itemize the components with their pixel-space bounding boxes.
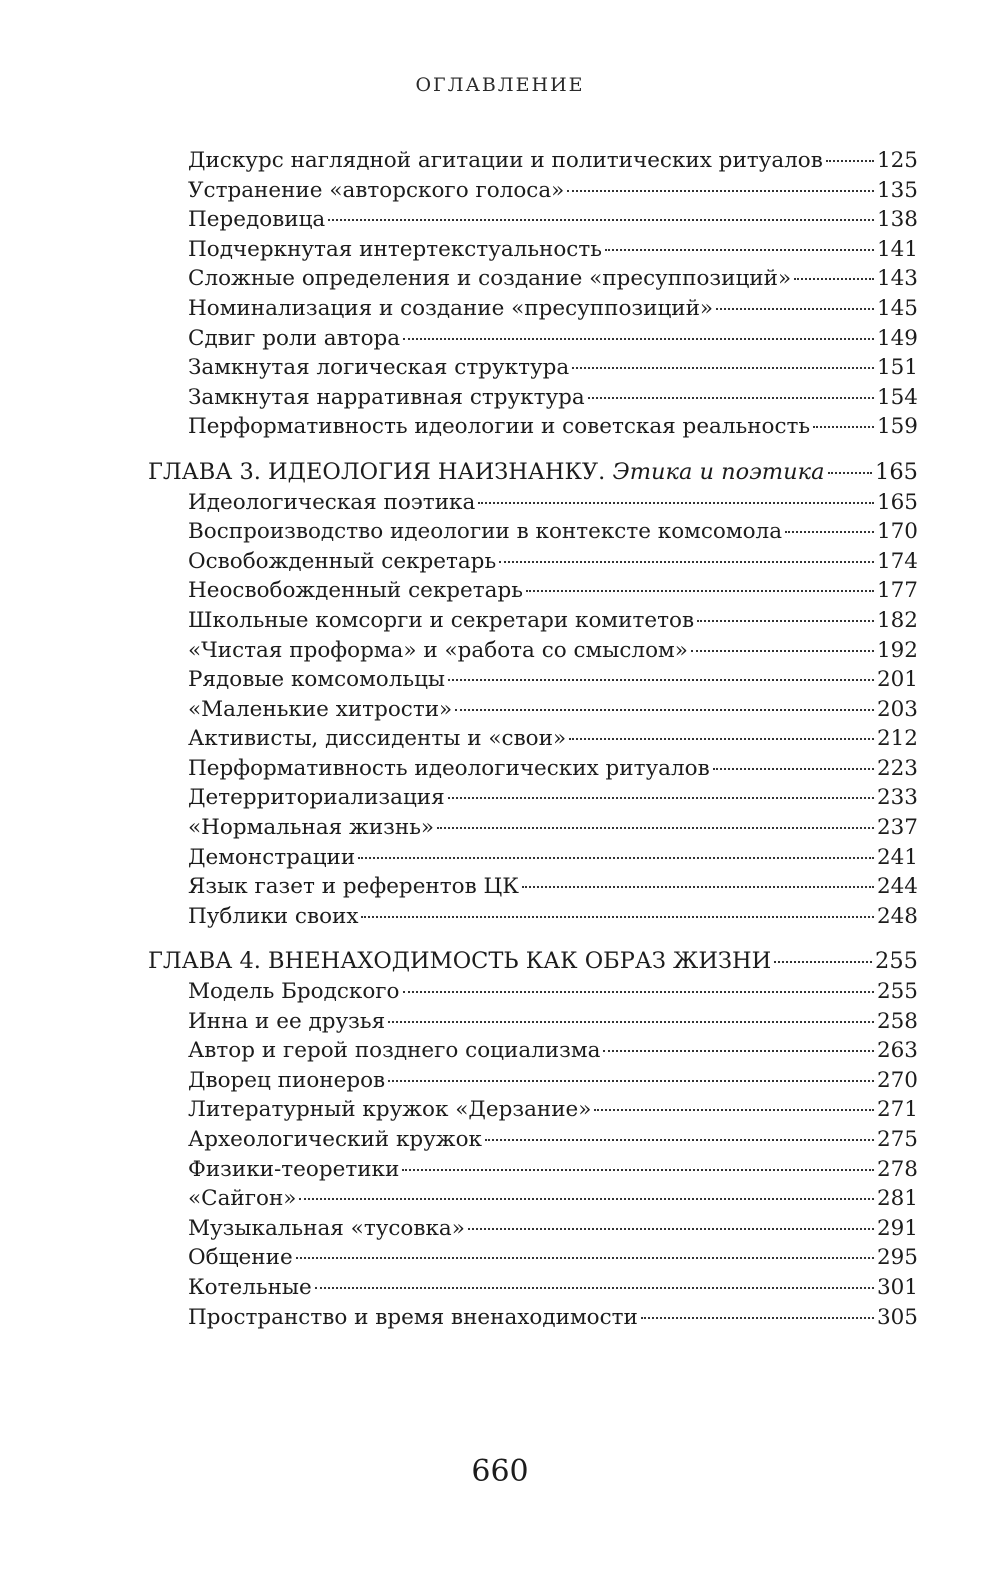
leader-dots [448, 679, 874, 681]
toc-entry-page: 177 [876, 578, 918, 604]
toc-entry [148, 294, 918, 324]
toc-entry-title: Публики своих [188, 903, 359, 929]
toc-entry-title: «Сайгон» [188, 1186, 297, 1212]
toc-entry [148, 576, 918, 606]
leader-dots [641, 1317, 874, 1319]
toc-entry [148, 517, 918, 547]
toc-entry-page: 281 [876, 1186, 918, 1212]
toc-entry [148, 1243, 918, 1273]
leader-dots [522, 886, 874, 888]
toc-entry-page: 145 [876, 295, 918, 321]
toc-entry-title: Активисты, диссиденты и «свои» [188, 726, 567, 752]
toc-entry-title: Котельные [188, 1274, 312, 1300]
toc-entry-title: Перформативность идеологических ритуалов [188, 755, 710, 781]
toc-entry-page: 237 [876, 815, 918, 841]
toc-entry [148, 353, 918, 383]
leader-dots [328, 219, 874, 221]
toc-entry [148, 176, 918, 206]
toc-entry-page: 138 [876, 207, 918, 233]
leader-dots [813, 426, 874, 428]
toc-entry [148, 1184, 918, 1214]
toc-entry-title: Модель Бродского [188, 979, 400, 1005]
toc-entry [148, 606, 918, 636]
toc-entry-title: Освобожденный секретарь [188, 548, 497, 574]
toc-entry [148, 1036, 918, 1066]
toc-entry-title: «Маленькие хитрости» [188, 696, 453, 722]
toc-entry-title: Музыкальная «тусовка» [188, 1215, 465, 1241]
toc-entry [148, 695, 918, 725]
leader-dots [588, 397, 874, 399]
chapter-page: 255 [875, 948, 918, 975]
toc-entry-page: 212 [876, 726, 918, 752]
toc-entry-page: 182 [876, 607, 918, 633]
toc-entry [148, 636, 918, 666]
toc-entry [148, 383, 918, 413]
toc-entry [148, 1303, 918, 1333]
leader-dots [794, 278, 874, 280]
leader-dots [388, 1080, 874, 1082]
toc-entry-page: 271 [876, 1097, 918, 1123]
toc-entry-page: 241 [876, 844, 918, 870]
leader-dots [605, 249, 874, 251]
toc-entry-title: «Чистая проформа» и «работа со смыслом» [188, 637, 688, 663]
leader-dots [572, 367, 874, 369]
toc-entry-page: 244 [876, 874, 918, 900]
leader-dots [567, 190, 874, 192]
table-of-contents [148, 146, 918, 1332]
toc-entry [148, 1273, 918, 1303]
toc-entry-page: 270 [876, 1067, 918, 1093]
toc-entry-title: Демонстрации [188, 844, 356, 870]
toc-entry-title: Передовица [188, 207, 326, 233]
toc-entry-page: 203 [876, 696, 918, 722]
leader-dots [569, 738, 874, 740]
leader-dots [713, 768, 874, 770]
toc-entry-page: 291 [876, 1215, 918, 1241]
leader-dots [603, 1050, 874, 1052]
leader-dots [485, 1139, 874, 1141]
toc-entry [148, 783, 918, 813]
toc-entry-title: Подчеркнутая интертекстуальность [188, 236, 602, 262]
toc-entry [148, 324, 918, 354]
toc-entry-page: 305 [876, 1304, 918, 1330]
toc-entry-page: 159 [876, 414, 918, 440]
leader-dots [691, 650, 874, 652]
toc-entry [148, 547, 918, 577]
chapter-page: 165 [875, 458, 918, 485]
toc-entry-page: 154 [876, 384, 918, 410]
leader-dots [402, 1169, 874, 1171]
toc-entry [148, 1125, 918, 1155]
toc-entry [148, 724, 918, 754]
leader-dots [437, 827, 874, 829]
chapter-title-text: ГЛАВА 3. ИДЕОЛОГИЯ НАИЗНАНКУ. [148, 458, 606, 485]
toc-entry-page: 295 [876, 1245, 918, 1271]
toc-entry [148, 977, 918, 1007]
leader-dots [594, 1109, 874, 1111]
toc-entry-title: Дворец пионеров [188, 1067, 386, 1093]
toc-entry-page: 143 [876, 266, 918, 292]
toc-entry-title: Идеологическая поэтика [188, 489, 476, 515]
leader-dots [478, 502, 874, 504]
toc-entry [148, 754, 918, 784]
toc-entry-page: 258 [876, 1008, 918, 1034]
leader-dots [828, 472, 873, 474]
leader-dots [774, 961, 872, 963]
toc-entry-title: Школьные комсорги и секретари комитетов [188, 607, 695, 633]
toc-entry [148, 665, 918, 695]
toc-entry-page: 141 [876, 236, 918, 262]
leader-dots [716, 308, 874, 310]
toc-entry [148, 1214, 918, 1244]
running-head: ОГЛАВЛЕНИЕ [415, 74, 585, 96]
chapter-heading [148, 947, 918, 977]
toc-entry [148, 1155, 918, 1185]
toc-entry-page: 233 [876, 785, 918, 811]
toc-entry-title: Дискурс наглядной агитации и политических ритуалов [188, 148, 823, 173]
toc-entry-title: Общение [188, 1245, 293, 1271]
toc-entry-title: Сдвиг роли автора [188, 325, 401, 351]
toc-entry [148, 146, 918, 176]
toc-entry-page: 223 [876, 755, 918, 781]
toc-entry-title: Физики-теоретики [188, 1156, 400, 1182]
toc-entry [148, 813, 918, 843]
toc-entry-page: 151 [876, 355, 918, 381]
toc-entry-title: Язык газет и референтов ЦК [188, 874, 519, 900]
toc-entry-title: Номинализация и создание «пресуппозиций» [188, 295, 714, 321]
toc-entry [148, 843, 918, 873]
toc-entry-page: 174 [876, 548, 918, 574]
toc-entry-page: 248 [876, 903, 918, 929]
toc-entry-title: Устранение «авторского голоса» [188, 177, 565, 203]
toc-entry-title: Замкнутая логическая структура [188, 355, 570, 381]
toc-entry-title: Сложные определения и создание «пресуппозиций» [188, 266, 792, 292]
toc-entry-page: 275 [876, 1127, 918, 1152]
toc-entry [148, 205, 918, 235]
toc-entry-title: Автор и герой позднего социализма [188, 1038, 601, 1064]
toc-entry-title: Замкнутая нарративная структура [188, 384, 585, 410]
toc-entry-page: 201 [876, 667, 918, 693]
chapter-title [148, 458, 825, 488]
leader-dots [826, 160, 874, 162]
leader-dots [448, 797, 874, 799]
leader-dots [499, 561, 874, 563]
toc-entry-page: 278 [876, 1156, 918, 1182]
toc-entry [148, 488, 918, 518]
toc-entry [148, 1007, 918, 1037]
toc-entry [148, 235, 918, 265]
toc-entry-title: Воспроизводство идеологии в контексте комсомола [188, 519, 783, 545]
leader-dots [455, 709, 874, 711]
toc-entry-title: Неосвобожденный секретарь [188, 578, 523, 604]
chapter-heading [148, 458, 918, 488]
toc-entry-title: Пространство и время вненаходимости [188, 1304, 638, 1330]
page-number: 660 [471, 1454, 529, 1489]
chapter-title: ГЛАВА 4. ВНЕНАХОДИМОСТЬ КАК ОБРАЗ ЖИЗНИ [148, 948, 772, 975]
leader-dots [361, 916, 873, 918]
toc-entry-page: 125 [876, 148, 918, 173]
toc-entry-title: Археологический кружок [188, 1127, 482, 1152]
toc-entry [148, 902, 918, 932]
toc-entry [148, 264, 918, 294]
toc-entry [148, 872, 918, 902]
leader-dots [296, 1257, 874, 1259]
toc-entry-title: Инна и ее друзья [188, 1008, 386, 1034]
leader-dots [403, 991, 874, 993]
leader-dots [315, 1287, 874, 1289]
leader-dots [785, 531, 874, 533]
leader-dots [388, 1021, 874, 1023]
toc-entry-page: 170 [876, 519, 918, 545]
toc-entry-page: 301 [876, 1274, 918, 1300]
toc-entry-title: Литературный кружок «Дерзание» [188, 1097, 592, 1123]
toc-entry-title: Перформативность идеологии и советская реальность [188, 414, 811, 440]
leader-dots [468, 1228, 874, 1230]
leader-dots [697, 620, 874, 622]
toc-entry-title: «Нормальная жизнь» [188, 815, 435, 841]
toc-entry-page: 165 [876, 489, 918, 515]
toc-entry-title: Рядовые комсомольцы [188, 667, 446, 693]
toc-entry-title: Детерриториализация [188, 785, 445, 811]
toc-entry [148, 1095, 918, 1125]
toc-entry-page: 135 [876, 177, 918, 203]
leader-dots [299, 1198, 874, 1200]
leader-dots [526, 590, 874, 592]
toc-entry [148, 1066, 918, 1096]
toc-entry-page: 149 [876, 325, 918, 351]
toc-entry-page: 255 [876, 979, 918, 1005]
toc-entry-page: 263 [876, 1038, 918, 1064]
leader-dots [358, 857, 874, 859]
toc-entry [148, 412, 918, 442]
toc-entry-page: 192 [876, 637, 918, 663]
chapter-subtitle: Этика и поэтика [612, 458, 825, 485]
leader-dots [403, 338, 874, 340]
